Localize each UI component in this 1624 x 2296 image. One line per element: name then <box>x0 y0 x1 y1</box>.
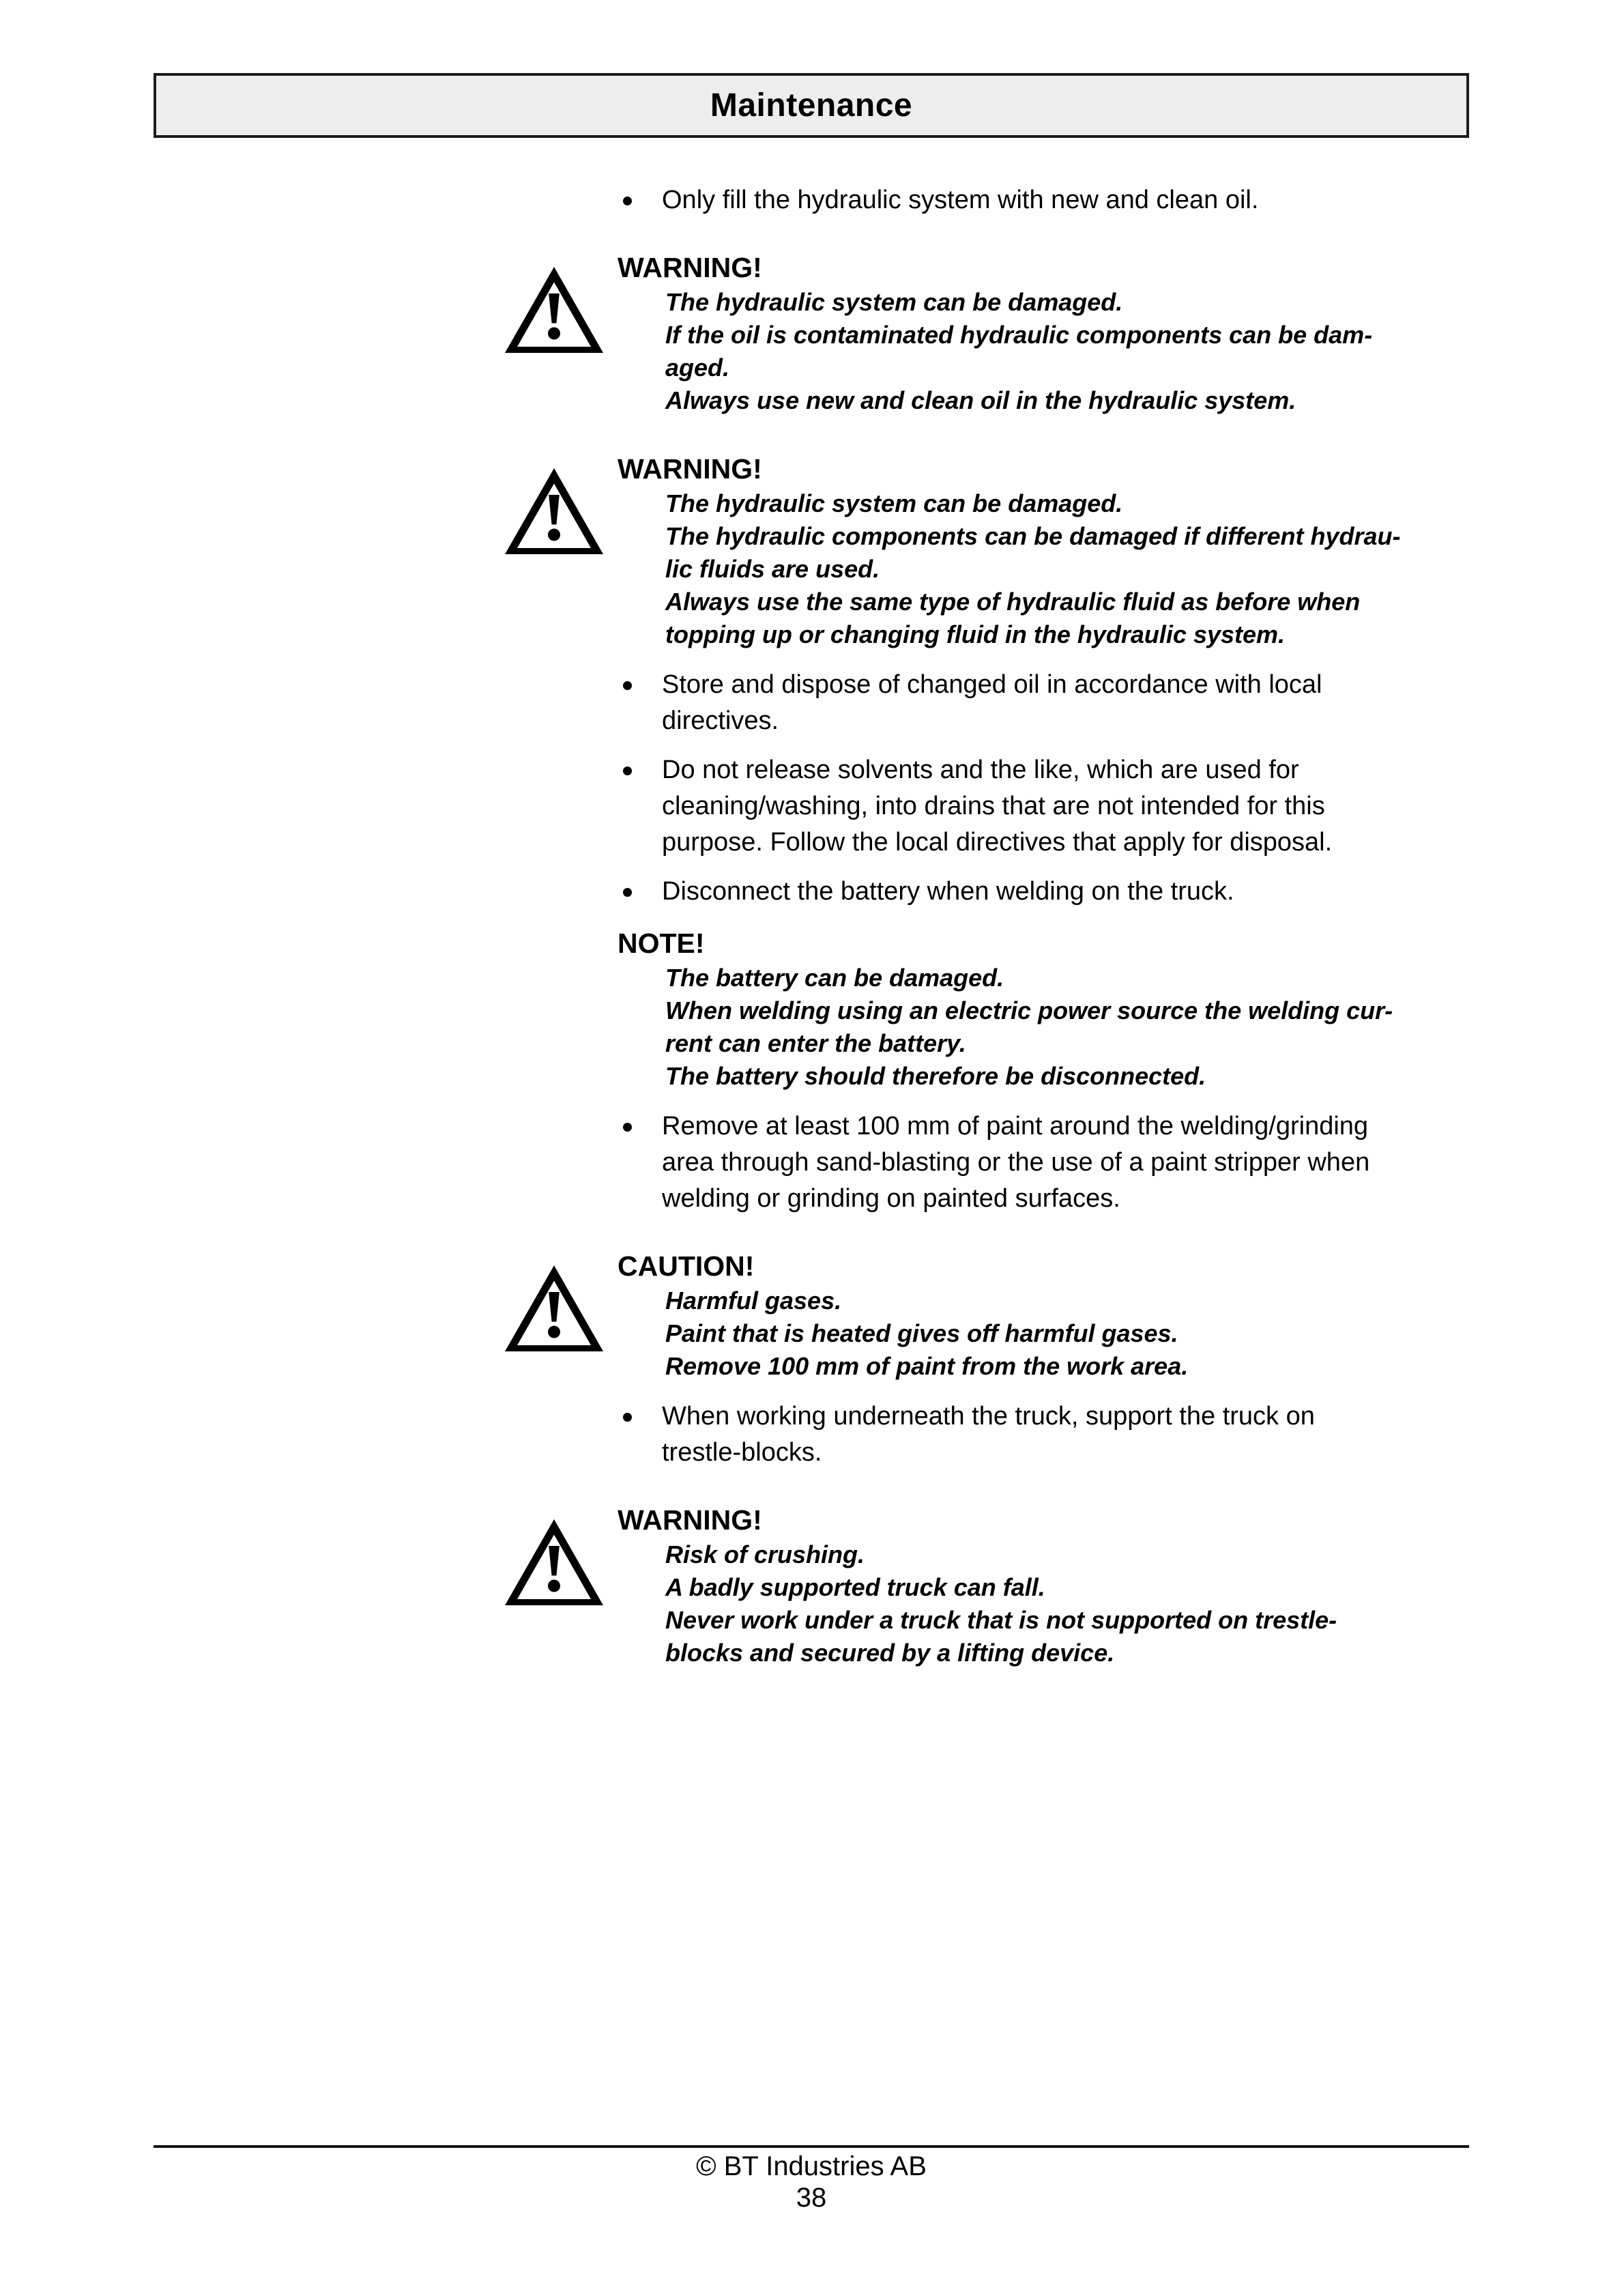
bullet-item <box>618 182 1484 218</box>
text-line: Paint that is heated gives off harmful gases. <box>665 1319 1178 1347</box>
warning-triangle-icon <box>503 1263 605 1353</box>
text-line: Do not release solvents and the like, which are used for <box>662 756 1299 784</box>
bullet-marker <box>623 888 632 897</box>
footer-copyright: © BT Industries AB <box>696 2151 927 2181</box>
text-line: blocks and secured by a lifting device. <box>665 1639 1115 1667</box>
bullet-item <box>618 874 1484 910</box>
text-line: directives. <box>662 706 779 735</box>
bullet-marker <box>623 1413 632 1422</box>
page-title: Maintenance <box>710 87 913 124</box>
warning-block <box>503 1502 1485 1669</box>
text-line: cleaning/washing, into drains that are not intended for this <box>662 792 1325 820</box>
text-line: purpose. Follow the local directives that apply for disposal. <box>662 828 1333 857</box>
note-text <box>665 962 1485 1093</box>
text-line: area through sand-blasting or the use of a paint stripper when <box>662 1148 1370 1177</box>
text-line: Never work under a truck that is not supported on trestle- <box>665 1606 1337 1634</box>
bullet-text <box>662 182 1484 218</box>
warning-triangle-icon <box>503 1517 605 1607</box>
bullet-text <box>662 1398 1484 1471</box>
bullet-text <box>662 874 1484 910</box>
warning-triangle-icon <box>503 265 605 355</box>
text-line: Harmful gases. <box>665 1287 842 1315</box>
bullet-item <box>618 1108 1484 1217</box>
text-line: The battery should therefore be disconnected. <box>665 1062 1206 1090</box>
footer-divider <box>154 2145 1469 2148</box>
note-title: NOTE! <box>618 928 705 959</box>
text-line: Risk of crushing. <box>665 1540 865 1568</box>
text-line: trestle-blocks. <box>662 1438 822 1467</box>
text-line: Disconnect the battery when welding on the truck. <box>662 877 1234 906</box>
warning-text <box>665 487 1485 651</box>
text-line: Always use new and clean oil in the hydraulic system. <box>665 386 1296 414</box>
warning-text <box>665 1538 1485 1669</box>
text-line: Remove 100 mm of paint from the work area. <box>665 1352 1189 1380</box>
bullet-text <box>662 1108 1484 1217</box>
text-line: Only fill the hydraulic system with new and clean oil. <box>662 186 1259 214</box>
text-line: If the oil is contaminated hydraulic components can be dam- <box>665 321 1373 349</box>
text-line: When working underneath the truck, support the truck on <box>662 1402 1315 1431</box>
bullet-item <box>618 667 1484 739</box>
text-line: The hydraulic system can be damaged. <box>665 489 1123 517</box>
caution-title: CAUTION! <box>618 1250 755 1282</box>
text-line: Store and dispose of changed oil in accordance with local <box>662 670 1322 699</box>
bullet-marker <box>623 1123 632 1132</box>
caution-block <box>503 1248 1485 1383</box>
text-line: Always use the same type of hydraulic fluid as before when <box>665 588 1361 616</box>
warning-title: WARNING! <box>618 453 762 485</box>
bullet-marker <box>623 681 632 690</box>
text-line: When welding using an electric power source the welding cur- <box>665 996 1393 1024</box>
page-header <box>154 73 1469 138</box>
footer-page-number: 38 <box>796 2183 827 2213</box>
warning-text <box>665 286 1485 417</box>
text-line: Remove at least 100 mm of paint around the welding/grinding <box>662 1112 1369 1140</box>
text-line: rent can enter the battery. <box>665 1029 966 1057</box>
text-line: lic fluids are used. <box>665 555 880 583</box>
caution-text <box>665 1285 1485 1383</box>
text-line: topping up or changing fluid in the hydraulic system. <box>665 620 1286 648</box>
bullet-text <box>662 667 1484 739</box>
bullet-marker <box>623 766 632 775</box>
bullet-item <box>618 1398 1484 1471</box>
warning-title: WARNING! <box>618 252 762 283</box>
text-line: The hydraulic components can be damaged if different hydrau- <box>665 522 1401 550</box>
text-line: The battery can be damaged. <box>665 964 1004 992</box>
warning-triangle-icon <box>503 466 605 556</box>
bullet-marker <box>623 197 632 205</box>
bullet-text <box>662 752 1484 861</box>
warning-block <box>503 450 1485 651</box>
note-block <box>503 925 1485 1093</box>
warning-title: WARNING! <box>618 1504 762 1536</box>
text-line: welding or grinding on painted surfaces. <box>662 1184 1120 1213</box>
text-line: The hydraulic system can be damaged. <box>665 288 1123 316</box>
warning-block <box>503 249 1485 417</box>
text-line: A badly supported truck can fall. <box>665 1573 1045 1601</box>
text-line: aged. <box>665 354 730 382</box>
bullet-item <box>618 752 1484 861</box>
